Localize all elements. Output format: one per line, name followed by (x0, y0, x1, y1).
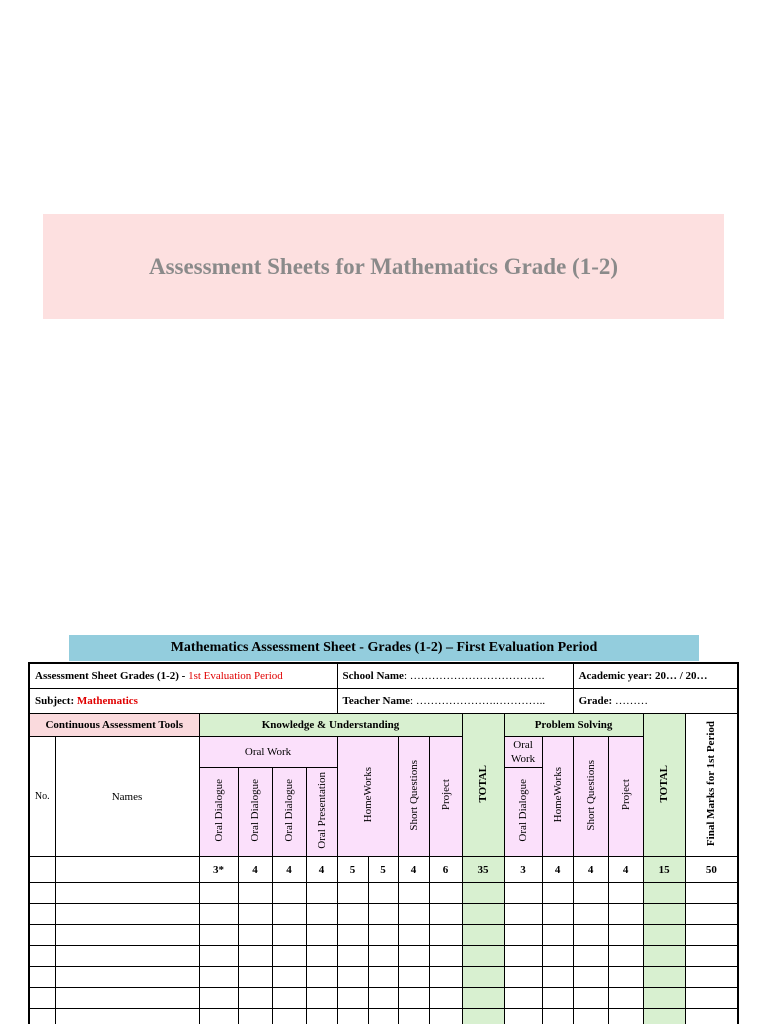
k-oral-dialogue-3-header: Oral Dialogue (272, 768, 306, 857)
grade-entry-cell[interactable] (462, 967, 504, 988)
grade-entry-cell[interactable] (643, 1009, 685, 1024)
grade-entry-cell[interactable] (368, 946, 398, 967)
grade-entry-cell[interactable] (542, 925, 573, 946)
k-oral-presentation-header: Oral Presentation (306, 768, 337, 857)
grade-entry-cell[interactable] (685, 946, 738, 967)
grade-entry-cell[interactable] (29, 946, 55, 967)
max-mark-cell: 4 (608, 857, 643, 883)
grade-entry-cell[interactable] (398, 883, 429, 904)
grade-entry-cell[interactable] (573, 883, 608, 904)
grade-entry-cell[interactable] (29, 988, 55, 1009)
grade-entry-cell[interactable] (504, 904, 542, 925)
k-homeworks-header: HomeWorks (337, 737, 398, 857)
grade-entry-cell[interactable] (55, 904, 199, 925)
names-header: Names (55, 737, 199, 857)
grade-entry-cell[interactable] (398, 988, 429, 1009)
max-mark-cell: 6 (429, 857, 462, 883)
grade-entry-cell[interactable] (199, 925, 238, 946)
academic-year-cell: Academic year: 20… / 20… (573, 663, 738, 689)
grade-entry-cell[interactable] (238, 946, 272, 967)
school-name-cell: School Name: ………………………………. (337, 663, 573, 689)
grade-entry-cell[interactable] (462, 988, 504, 1009)
grade-entry-cell[interactable] (199, 883, 238, 904)
table-row (29, 904, 738, 925)
grade-entry-cell[interactable] (272, 883, 306, 904)
grade-entry-cell[interactable] (368, 1009, 398, 1024)
grade-entry-cell[interactable] (685, 883, 738, 904)
grade-entry-cell[interactable] (29, 904, 55, 925)
grade-entry-cell[interactable] (272, 1009, 306, 1024)
info-row-1 (29, 663, 738, 689)
grade-entry-cell[interactable] (462, 1009, 504, 1024)
grade-entry-cell[interactable] (368, 967, 398, 988)
grade-entry-cell[interactable] (462, 946, 504, 967)
grade-entry-cell[interactable] (429, 904, 462, 925)
grade-entry-cell[interactable] (573, 1009, 608, 1024)
table-row (29, 925, 738, 946)
grade-entry-cell[interactable] (272, 988, 306, 1009)
grade-entry-cell[interactable] (462, 883, 504, 904)
max-mark-cell: 4 (398, 857, 429, 883)
grade-entry-cell[interactable] (608, 967, 643, 988)
grade-entry-cell[interactable] (429, 925, 462, 946)
grade-entry-cell[interactable] (685, 925, 738, 946)
school-name-field[interactable]: : ………………………………. (403, 670, 545, 682)
max-mark-final: 50 (685, 857, 738, 883)
k-oral-dialogue-2-header: Oral Dialogue (238, 768, 272, 857)
grade-entry-cell[interactable] (238, 988, 272, 1009)
grade-entry-cell[interactable] (272, 904, 306, 925)
p-total-header: TOTAL (643, 714, 685, 857)
max-mark-cell: 4 (272, 857, 306, 883)
table-row (29, 967, 738, 988)
grade-entry-cell[interactable] (398, 1009, 429, 1024)
grade-entry-cell[interactable] (504, 946, 542, 967)
max-mark-p-total: 15 (643, 857, 685, 883)
grade-entry-cell[interactable] (337, 946, 368, 967)
grade-entry-cell[interactable] (542, 904, 573, 925)
grade-entry-cell[interactable] (643, 904, 685, 925)
grade-entry-cell[interactable] (55, 925, 199, 946)
grade-entry-cell[interactable] (199, 967, 238, 988)
grade-entry-cell[interactable] (398, 946, 429, 967)
grade-entry-cell[interactable] (306, 946, 337, 967)
problem-header: Problem Solving (504, 714, 643, 737)
grade-entry-cell[interactable] (685, 967, 738, 988)
p-oral-dialogue-header: Oral Dialogue (504, 768, 542, 857)
grade-entry-cell[interactable] (643, 988, 685, 1009)
grade-entry-cell[interactable] (337, 988, 368, 1009)
k-short-questions-header: Short Questions (398, 737, 429, 857)
grade-entry-cell[interactable] (643, 967, 685, 988)
max-mark-cell: 4 (306, 857, 337, 883)
p-short-questions-header: Short Questions (573, 737, 608, 857)
max-cell-no (29, 857, 55, 883)
grade-entry-cell[interactable] (337, 1009, 368, 1024)
grade-entry-cell[interactable] (542, 1009, 573, 1024)
subject-cell: Subject: Mathematics (29, 689, 337, 714)
assessment-table (28, 662, 739, 1024)
grade-entry-cell[interactable] (272, 946, 306, 967)
grade-entry-cell[interactable] (608, 883, 643, 904)
grade-entry-cell[interactable] (608, 904, 643, 925)
grade-entry-cell[interactable] (272, 925, 306, 946)
table-row (29, 883, 738, 904)
grade-entry-cell[interactable] (608, 988, 643, 1009)
grade-entry-cell[interactable] (238, 904, 272, 925)
grade-entry-cell[interactable] (29, 883, 55, 904)
grade-entry-cell[interactable] (199, 904, 238, 925)
grade-entry-cell[interactable] (306, 904, 337, 925)
grade-entry-cell[interactable] (608, 1009, 643, 1024)
grade-entry-cell[interactable] (398, 925, 429, 946)
grade-entry-cell[interactable] (306, 925, 337, 946)
p-homeworks-header: HomeWorks (542, 737, 573, 857)
academic-year-field[interactable]: 20… / 20… (654, 670, 708, 682)
grade-entry-cell[interactable] (429, 883, 462, 904)
ps-oral-work-header: Oral Work (504, 737, 542, 768)
subgroup-row (29, 737, 738, 768)
grade-entry-cell[interactable] (643, 925, 685, 946)
max-mark-cell: 4 (542, 857, 573, 883)
grade-entry-cell[interactable] (337, 925, 368, 946)
knowledge-header: Knowledge & Understanding (199, 714, 462, 737)
table-row (29, 988, 738, 1009)
grade-entry-cell[interactable] (29, 925, 55, 946)
group-header-row (29, 714, 738, 737)
grade-entry-cell[interactable] (398, 967, 429, 988)
grade-entry-cell[interactable] (199, 988, 238, 1009)
grade-entry-cell[interactable] (504, 883, 542, 904)
grade-entry-cell[interactable] (429, 967, 462, 988)
grade-entry-cell[interactable] (608, 925, 643, 946)
grade-entry-cell[interactable] (368, 883, 398, 904)
grade-entry-cell[interactable] (685, 988, 738, 1009)
grade-entry-cell[interactable] (55, 967, 199, 988)
grade-entry-cell[interactable] (306, 883, 337, 904)
grade-entry-cell[interactable] (685, 1009, 738, 1024)
grade-entry-cell[interactable] (608, 946, 643, 967)
grade-entry-cell[interactable] (504, 988, 542, 1009)
grade-entry-cell[interactable] (542, 946, 573, 967)
grade-entry-cell[interactable] (337, 967, 368, 988)
k-oral-dialogue-1-header: Oral Dialogue (199, 768, 238, 857)
grade-entry-cell[interactable] (643, 883, 685, 904)
grade-entry-cell[interactable] (429, 1009, 462, 1024)
sheet-title-bar (69, 635, 699, 661)
no-header: No. (29, 737, 55, 857)
student-rows (29, 883, 738, 1024)
max-mark-cell: 3 (504, 857, 542, 883)
grade-entry-cell[interactable] (573, 904, 608, 925)
table-row (29, 1009, 738, 1024)
assessment-table-container (28, 662, 739, 1024)
title-banner (43, 214, 724, 319)
grade-entry-cell[interactable] (542, 988, 573, 1009)
final-marks-header: Final Marks for 1st Period (685, 714, 738, 857)
sheet-title: Mathematics Assessment Sheet - Grades (1-2) – First Evaluation Period (170, 640, 598, 655)
grade-entry-cell[interactable] (238, 883, 272, 904)
grade-entry-cell[interactable] (542, 883, 573, 904)
table-row (29, 946, 738, 967)
subject-value: Mathematics (76, 695, 138, 707)
info-row-2 (29, 689, 738, 714)
grade-entry-cell[interactable] (55, 883, 199, 904)
grade-entry-cell[interactable] (504, 1009, 542, 1024)
grade-entry-cell[interactable] (398, 904, 429, 925)
grade-entry-cell[interactable] (55, 988, 199, 1009)
grade-entry-cell[interactable] (368, 988, 398, 1009)
grade-entry-cell[interactable] (29, 967, 55, 988)
grade-entry-cell[interactable] (573, 988, 608, 1009)
grade-entry-cell[interactable] (337, 904, 368, 925)
grade-entry-cell[interactable] (272, 967, 306, 988)
grade-entry-cell[interactable] (306, 967, 337, 988)
grade-entry-cell[interactable] (55, 1009, 199, 1024)
banner-title: Assessment Sheets for Mathematics Grade (1-2) (148, 253, 619, 279)
grade-entry-cell[interactable] (429, 946, 462, 967)
grade-entry-cell[interactable] (429, 988, 462, 1009)
grade-field[interactable]: ……… (614, 695, 648, 707)
grade-entry-cell[interactable] (238, 1009, 272, 1024)
max-mark-k-total: 35 (462, 857, 504, 883)
grade-entry-cell[interactable] (199, 1009, 238, 1024)
max-marks-row (29, 857, 738, 883)
grade-entry-cell[interactable] (504, 925, 542, 946)
grade-entry-cell[interactable] (368, 925, 398, 946)
grade-entry-cell[interactable] (306, 1009, 337, 1024)
grade-entry-cell[interactable] (573, 946, 608, 967)
grade-entry-cell[interactable] (238, 925, 272, 946)
grade-entry-cell[interactable] (504, 967, 542, 988)
max-mark-cell: 4 (573, 857, 608, 883)
max-cell-names (55, 857, 199, 883)
grade-entry-cell[interactable] (337, 883, 368, 904)
k-total-header: TOTAL (462, 714, 504, 857)
teacher-name-field[interactable]: : ………………….………….. (410, 695, 546, 707)
grade-entry-cell[interactable] (368, 904, 398, 925)
k-project-header: Project (429, 737, 462, 857)
max-mark-cell: 5 (337, 857, 368, 883)
tools-header: Continuous Assessment Tools (29, 714, 199, 737)
grade-entry-cell[interactable] (55, 946, 199, 967)
max-mark-cell: 3* (199, 857, 238, 883)
grade-entry-cell[interactable] (29, 1009, 55, 1024)
grade-entry-cell[interactable] (643, 946, 685, 967)
grade-entry-cell[interactable] (573, 967, 608, 988)
period-label: 1st Evaluation Period (188, 670, 283, 682)
grade-entry-cell[interactable] (306, 988, 337, 1009)
grade-entry-cell[interactable] (238, 967, 272, 988)
teacher-name-cell: Teacher Name: ………………….………….. (337, 689, 573, 714)
p-project-header: Project (608, 737, 643, 857)
grade-cell: Grade: ……… (573, 689, 738, 714)
grade-entry-cell[interactable] (573, 925, 608, 946)
max-mark-cell: 5 (368, 857, 398, 883)
grade-entry-cell[interactable] (685, 904, 738, 925)
sheet-period-cell: Assessment Sheet Grades (1-2) - 1st Evaluation Period (29, 663, 337, 689)
grade-entry-cell[interactable] (542, 967, 573, 988)
grade-entry-cell[interactable] (199, 946, 238, 967)
grade-entry-cell[interactable] (462, 925, 504, 946)
max-mark-cell: 4 (238, 857, 272, 883)
oral-work-header: Oral Work (199, 737, 337, 768)
grade-entry-cell[interactable] (462, 904, 504, 925)
